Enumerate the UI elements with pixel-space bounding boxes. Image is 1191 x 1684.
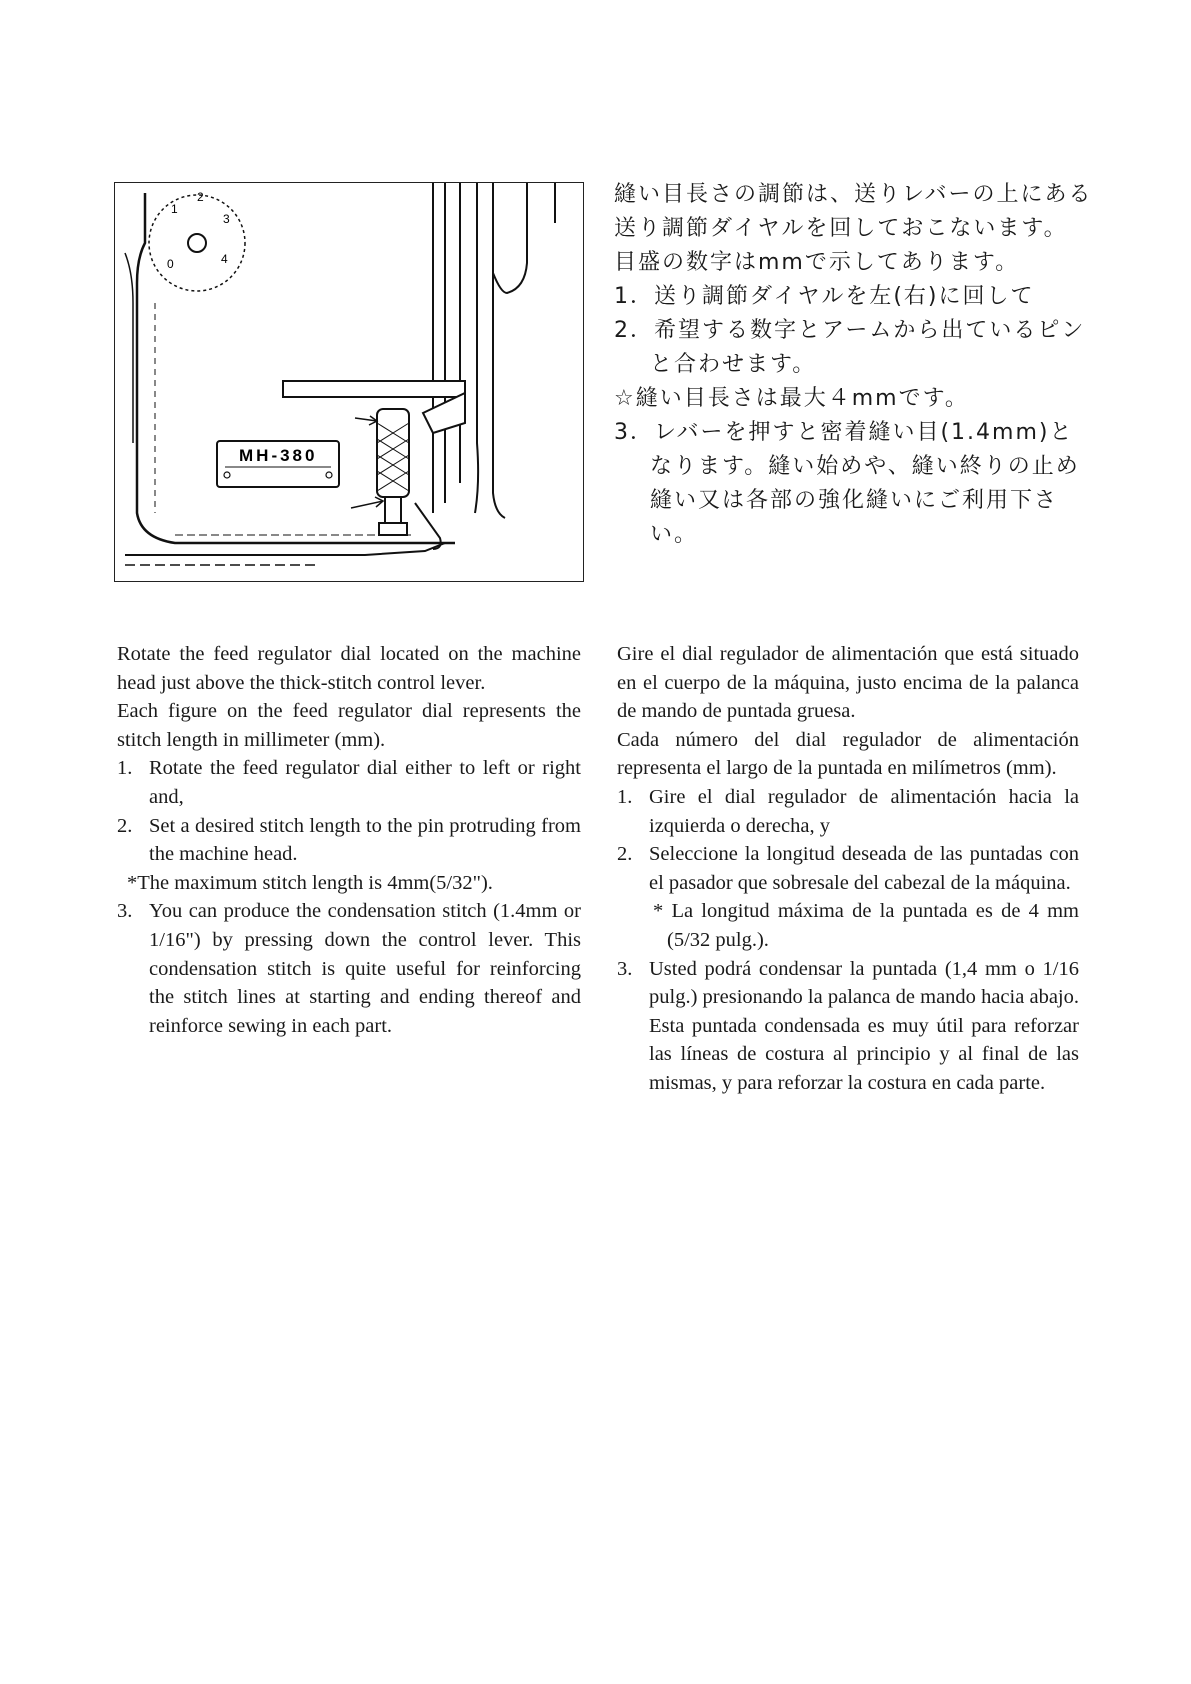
step-text: Gire el dial regulador de alimentación hacia la izquierda o derecha, y — [649, 785, 1079, 837]
dial-number: 1 — [171, 202, 178, 216]
es-note: * La longitud máxima de la puntada es de 4 mm (5/32 pulg.). — [653, 900, 1079, 951]
jp-note: ☆縫い目長さは最大４mmです。 — [614, 386, 969, 411]
step-text: Seleccione la longitud deseada de las puntadas con el pasador que sobresale del cabezal de la máquina. — [649, 843, 1079, 894]
es-step-1 — [617, 783, 1079, 840]
en-step-3 — [117, 897, 581, 1040]
jp-scale: 目盛の数字はmmで示してあります。 — [614, 250, 1020, 275]
en-step-1 — [117, 754, 581, 811]
machine-drawing — [115, 183, 583, 581]
feed-regulator-dial — [149, 190, 245, 291]
en-note: *The maximum stitch length is 4mm(5/32"). — [127, 871, 493, 894]
jp-step-2: 2．希望する数字とアームから出ているピンと合わせます。 — [614, 318, 1086, 377]
step-text: You can produce the condensation stitch (1.4mm or 1/16") by pressing down the control lever. This condensation stitch is quite useful for reinforcing the stitch lines at starting and ending thereof and reinforce sewing in each part. — [149, 900, 581, 1037]
es-step-2 — [617, 840, 1079, 897]
dial-number: 3 — [223, 212, 230, 226]
en-step-2 — [117, 812, 581, 869]
body-edge-line — [125, 253, 133, 443]
model-plate-label: MH-380 — [239, 446, 318, 465]
step-number: 3. — [617, 957, 633, 980]
es-step-3 — [617, 955, 1079, 1098]
es-paragraph-2: Cada número del dial regulador de alimentación representa el largo de la puntada en milímetros (mm). — [617, 728, 1079, 780]
model-plate — [217, 441, 339, 487]
dial-number: 4 — [221, 252, 228, 266]
step-number: 3. — [117, 900, 133, 923]
jp-step-1: 1．送り調節ダイヤルを左(右)に回して — [614, 284, 1035, 309]
jp-intro: 縫い目長さの調節は、送りレバーの上にある送り調節ダイヤルを回しておこないます。 — [614, 182, 1093, 241]
english-instructions — [117, 640, 581, 1040]
step-number: 1. — [117, 757, 133, 780]
en-paragraph-2: Each figure on the feed regulator dial represents the stitch length in millimeter (mm). — [117, 700, 581, 751]
jp-step-3: 3．レバーを押すと密着縫い目(1.4mm)となります。縫い始めや、縫い終りの止め縫い又は各部の強化縫いにご利用下さい。 — [614, 420, 1080, 547]
control-lever — [283, 381, 465, 397]
step-number: 1. — [617, 785, 633, 808]
dial-number: 0 — [167, 257, 174, 271]
japanese-instructions — [614, 178, 1094, 552]
step-text: Usted podrá condensar la puntada (1,4 mm o 1/16 pulg.) presionando la palanca de mando hacia abajo. Esta puntada condensada es muy útil para reforzar las líneas de costura al principio y al final de las mismas, y para reforzar la costura en cada parte. — [649, 957, 1079, 1094]
en-paragraph-1: Rotate the feed regulator dial located on the machine head just above the thick-stitch control lever. — [117, 643, 581, 694]
knurled-pin — [377, 409, 409, 497]
step-text: Set a desired stitch length to the pin protruding from the machine head. — [149, 814, 581, 866]
step-number: 2. — [117, 814, 133, 837]
step-number: 2. — [617, 843, 633, 866]
dial-number: 2 — [197, 190, 204, 204]
feed-regulator-illustration — [114, 182, 584, 582]
spanish-instructions — [617, 640, 1079, 1098]
es-paragraph-1: Gire el dial regulador de alimentación que está situado en el cuerpo de la máquina, justo encima de la palanca de mando de puntada gruesa. — [617, 643, 1079, 723]
step-text: Rotate the feed regulator dial either to left or right and, — [149, 757, 581, 808]
